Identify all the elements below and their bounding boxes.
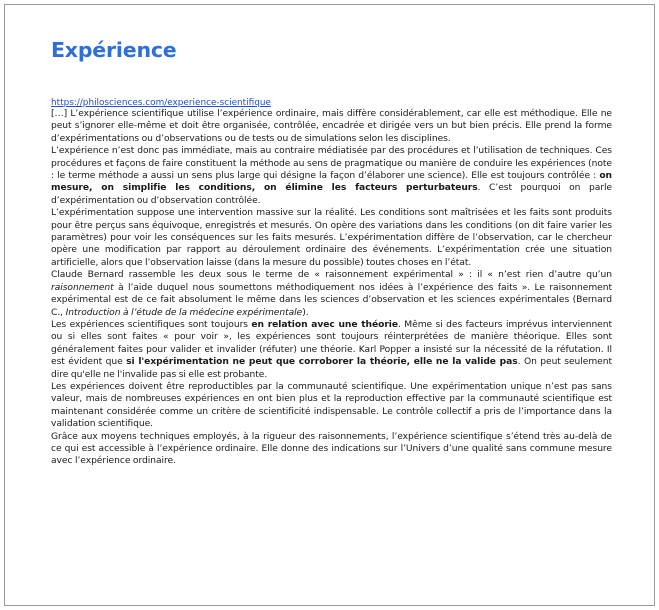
paragraph-5-bold-b: si l'expérimentation ne peut que corroborer la théorie, elle ne la valide pas	[126, 357, 518, 368]
paragraph-2	[51, 145, 612, 207]
paragraph-4-text-c: ).	[302, 307, 309, 318]
paragraph-2-text-a: L’expérience n’est donc pas immédiate, mais au contraire médiatisée par des procédures et l’utilisation de techniques. Ces procédures et façons de faire constituent la méthode au sens de pragmatique ou manière de conduire les expériences (note : le terme méthode a aussi un sens plus large qui désigne la façon d’élaborer une science). Elle est toujours contrôlée :	[51, 146, 612, 182]
paragraph-5-text-a: Les expériences scientifiques sont toujours	[51, 319, 248, 330]
paragraph-2-text-b: . C’est pourquoi on parle d’expérimentation ou d’observation contrôlée.	[51, 183, 612, 206]
source-link[interactable]: https://philosciences.com/experience-scientifique	[51, 98, 271, 108]
paragraph-5-text-c: . On peut seulement dire qu'elle ne l'invalide pas si elle est probante.	[51, 357, 612, 380]
paragraph-6: Les expériences doivent être reproductibles par la communauté scientifique. Une expérimentation unique n’est pas sans valeur, mais de nombreuses expériences en ont bien plus et la reproduction effective par la communauté scientifique est maintenant considérée comme un critère de scientificité indispensable. Le contrôle collectif a pris de l’importance dans la validation scientifique.	[51, 381, 612, 430]
paragraph-4-italic-a: raisonnement	[51, 282, 114, 293]
page-title: Expérience	[51, 38, 177, 62]
paragraph-4-text-a: Claude Bernard rassemble les deux sous le terme de « raisonnement expérimental » : il « n’est rien d’autre qu’un	[51, 270, 612, 281]
paragraph-1: […] L’expérience scientifique utilise l’expérience ordinaire, mais diffère considérablement, car elle est méthodique. Elle ne peut s’ignorer elle-même et doit être organisée, contrôlée, encadrée et dirigée vers un but bien précis. Elle prend la forme d’expérimentations ou d’observations ou de tests ou de simulations selon les disciplines.	[51, 109, 612, 144]
paragraph-4-italic-b: Introduction à l’étude de la médecine expérimentale	[65, 307, 303, 318]
paragraph-5-text-b: . Même si des facteurs imprévus interviennent ou si elles sont faites « pour voir », les expériences sont toujours réinterprétées de manière théorique. Elles sont généralement faites pour valider et invalider (réfuter) une théorie. Karl Popper a insisté sur la nécessité de la réfutation. Il est évident que	[51, 319, 612, 368]
paragraph-3: L’expérimentation suppose une intervention massive sur la réalité. Les conditions sont maîtrisées et les faits sont produits pour être perçus sans équivoque, enregistrés et mesurés. On opère des variations dans les conditions (on dit faire varier les paramètres) pour voir les conséquences sur les faits mesurés. L’expérimentation diffère de l’observation, car le chercheur opère une modification par rapport au déroulement ordinaire des événements. L’expérimentation crée une situation artificielle, alors que l’observation laisse (dans la mesure du possible) toutes choses en l’état.	[51, 208, 612, 268]
document-page	[4, 4, 655, 606]
paragraph-5	[51, 319, 612, 381]
paragraph-4	[51, 269, 612, 319]
paragraph-2-bold: on mesure, on simplifie les conditions, on élimine les facteurs perturbateurs	[51, 171, 612, 194]
paragraph-4-text-b: à l’aide duquel nous soumettons méthodiquement nos idées à l’expérience des faits ». Le raisonnement expérimental est de ce fait absolument le même dans les sciences d’observation et les sciences expérimentales (Bernard C.,	[51, 282, 612, 318]
document-content	[51, 35, 612, 468]
paragraph-7: Grâce aux moyens techniques employés, à la rigueur des raisonnements, l’expérience scientifique s’étend très au-delà de ce qui est accessible à l’expérience ordinaire. Elle donne des indications sur l’Univers d’une qualité sans commune mesure avec l’expérience ordinaire.	[51, 431, 612, 467]
paragraph-5-bold-a: en relation avec une théorie	[251, 319, 399, 330]
